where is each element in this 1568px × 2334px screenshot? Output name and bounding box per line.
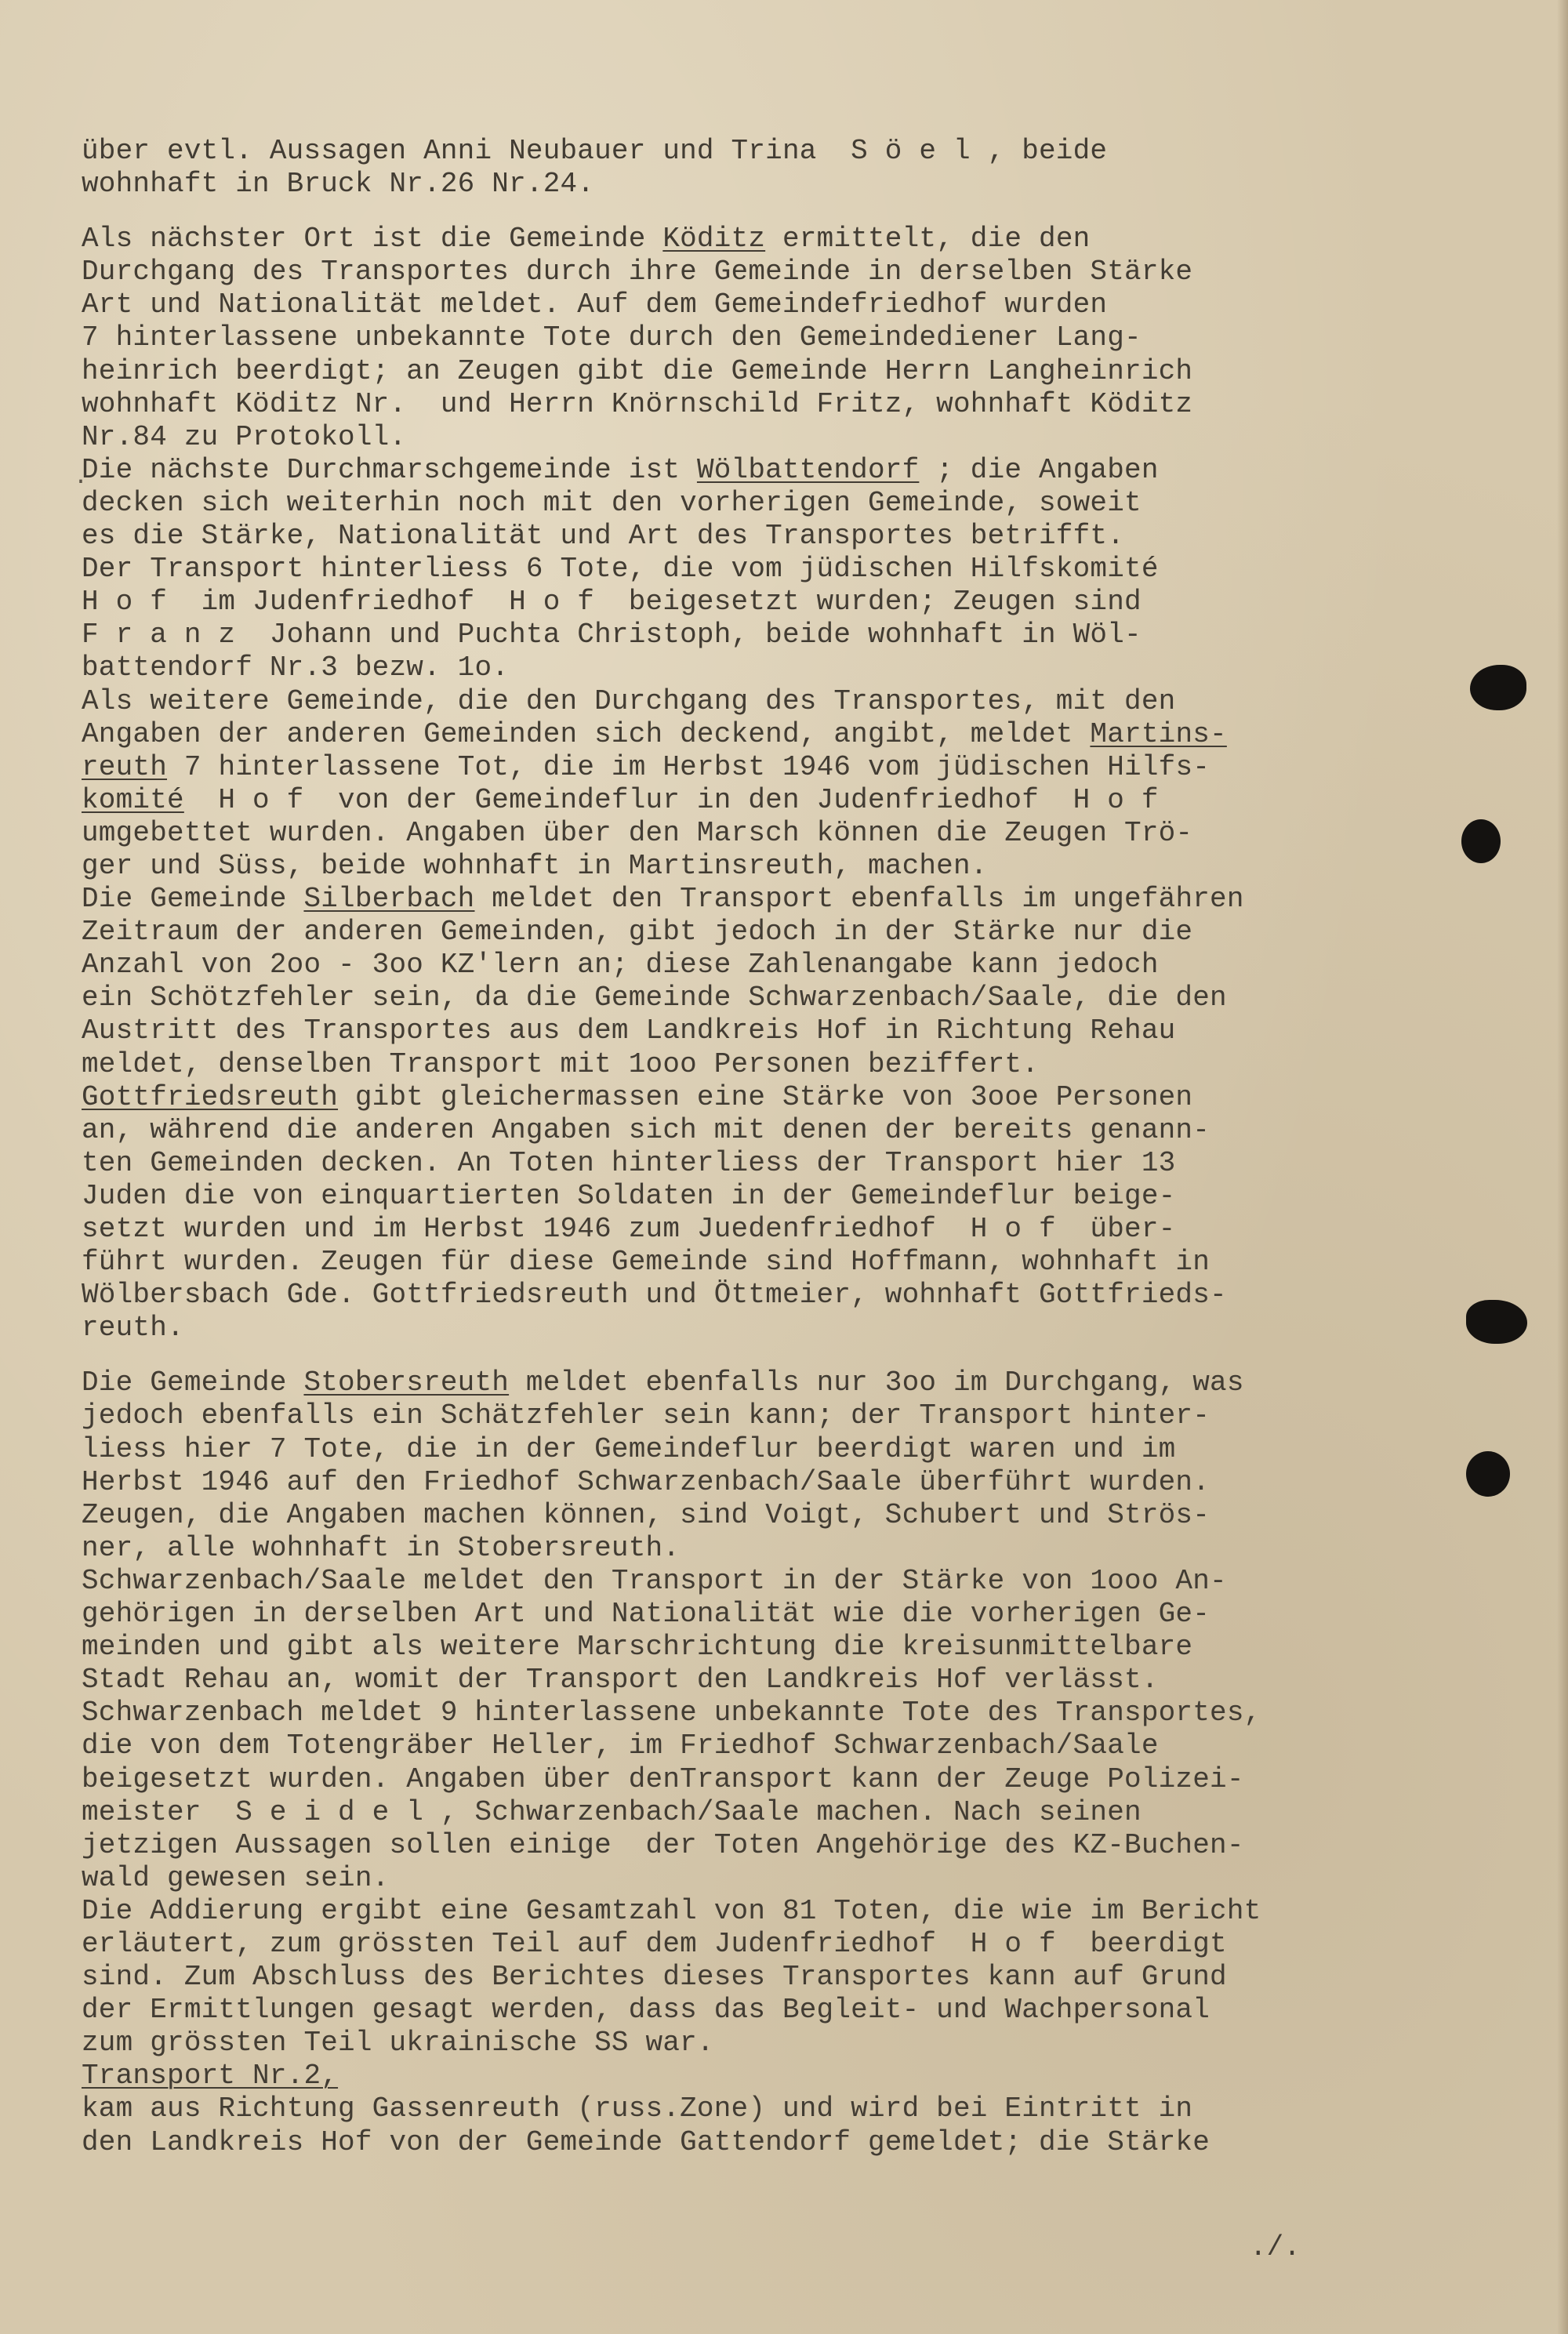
text-line xyxy=(82,1763,1493,1796)
underlined-place-name: Transport Nr.2, xyxy=(82,2060,339,2093)
text-line xyxy=(82,652,1493,684)
text-segment: Als weitere Gemeinde, die den Durchgang des Transportes, mit den xyxy=(82,684,1176,717)
text-line xyxy=(82,1367,1493,1399)
text-line xyxy=(82,1532,1493,1565)
text-segment: Nr.84 zu Protokoll. xyxy=(82,420,407,453)
text-segment: Zeugen, die Angaben machen können, sind Voigt, Schubert und Strös- xyxy=(82,1498,1210,1531)
text-segment: zum grössten Teil ukrainische SS war. xyxy=(82,2027,714,2060)
text-segment: jedoch ebenfalls ein Schätzfehler sein kann; der Transport hinter- xyxy=(82,1399,1210,1432)
text-line xyxy=(82,1961,1493,1994)
text-line xyxy=(82,784,1493,817)
text-line xyxy=(82,1246,1493,1279)
underlined-place-name: Silberbach xyxy=(303,883,475,916)
text-line xyxy=(82,1114,1493,1147)
text-segment: umgebettet wurden. Angaben über den Marsch können die Zeugen Trö- xyxy=(82,816,1193,849)
text-segment: Angaben der anderen Gemeinden sich deckend, angibt, meldet xyxy=(82,717,1091,750)
text-line xyxy=(82,553,1493,586)
text-line xyxy=(82,1279,1493,1312)
underlined-place-name: komité xyxy=(82,783,184,816)
underlined-place-name: Wölbattendorf xyxy=(696,453,920,486)
text-line xyxy=(82,1312,1493,1345)
text-line xyxy=(82,1862,1493,1895)
text-line xyxy=(82,850,1493,883)
text-line xyxy=(82,751,1493,784)
text-segment: ein Schötzfehler sein, da die Gemeinde Schwarzenbach/Saale, die den xyxy=(82,982,1227,1015)
text-line xyxy=(82,586,1493,619)
text-line xyxy=(82,817,1493,850)
text-line xyxy=(82,1730,1493,1762)
text-segment: sind. Zum Abschluss des Berichtes dieses Transportes kann auf Grund xyxy=(82,1961,1227,1994)
text-segment: wald gewesen sein. xyxy=(82,1861,390,1894)
text-segment: ermittelt, die den xyxy=(765,223,1091,256)
text-line xyxy=(82,1147,1493,1180)
text-segment: Als nächster Ort ist die Gemeinde xyxy=(82,223,663,256)
text-segment: Anzahl von 2oo - 3oo KZ'lern an; diese Zahlenangabe kann jedoch xyxy=(82,949,1159,982)
text-segment: Stadt Rehau an, womit der Transport den Landkreis Hof verlässt. xyxy=(82,1664,1159,1697)
text-line xyxy=(82,1399,1493,1432)
text-segment: 7 hinterlassene unbekannte Tote durch den Gemeindediener Lang- xyxy=(82,321,1142,354)
text-segment: über evtl. Aussagen Anni Neubauer und Trina S ö e l , beide xyxy=(82,135,1108,167)
text-line xyxy=(82,1928,1493,1961)
text-segment: Austritt des Transportes aus dem Landkreis Hof in Richtung Rehau xyxy=(82,1015,1176,1047)
text-segment: Die Gemeinde xyxy=(82,883,304,916)
text-segment: wohnhaft in Bruck Nr.26 Nr.24. xyxy=(82,168,595,201)
text-line xyxy=(82,1598,1493,1631)
text-line xyxy=(82,1081,1493,1114)
text-segment: decken sich weiterhin noch mit den vorherigen Gemeinde, soweit xyxy=(82,486,1142,519)
text-line xyxy=(82,1895,1493,1928)
text-segment: jetzigen Aussagen sollen einige der Toten Angehörige des KZ-Buchen- xyxy=(82,1828,1244,1861)
text-line xyxy=(82,321,1493,354)
text-line xyxy=(82,1664,1493,1697)
margin-mark: · xyxy=(74,469,89,495)
text-segment: reuth. xyxy=(82,1312,184,1345)
underlined-place-name: Stobersreuth xyxy=(303,1367,510,1399)
text-segment: meldet den Transport ebenfalls im ungefähren xyxy=(474,883,1244,916)
text-line xyxy=(82,1994,1493,2027)
text-line xyxy=(82,1048,1493,1081)
text-segment: gibt gleichermassen eine Stärke von 3ooe Personen xyxy=(338,1080,1193,1113)
underlined-place-name: Gottfriedsreuth xyxy=(82,1080,339,1113)
text-segment: erläutert, zum grössten Teil auf dem Judenfriedhof H o f beerdigt xyxy=(82,1927,1227,1960)
text-segment: F r a n z Johann und Puchta Christoph, beide wohnhaft in Wöl- xyxy=(82,619,1142,652)
text-segment: Die Gemeinde xyxy=(82,1367,304,1399)
text-line xyxy=(82,685,1493,718)
text-segment: ; die Angaben xyxy=(919,453,1159,486)
text-segment: Die nächste Durchmarschgemeinde ist xyxy=(82,453,697,486)
text-line xyxy=(82,2060,1493,2093)
text-line xyxy=(82,2027,1493,2060)
text-segment: Herbst 1946 auf den Friedhof Schwarzenbach/Saale überführt wurden. xyxy=(82,1465,1210,1498)
text-segment: H o f im Judenfriedhof H o f beigesetzt wurden; Zeugen sind xyxy=(82,586,1142,619)
text-segment: ten Gemeinden decken. An Toten hinterliess der Transport hier 13 xyxy=(82,1146,1176,1179)
text-line xyxy=(82,1697,1493,1730)
text-segment: Art und Nationalität meldet. Auf dem Gemeindefriedhof wurden xyxy=(82,289,1108,321)
text-segment: Schwarzenbach/Saale meldet den Transport in der Stärke von 1ooo An- xyxy=(82,1564,1227,1597)
text-line xyxy=(82,223,1493,256)
text-segment: Juden die von einquartierten Soldaten in der Gemeindeflur beige- xyxy=(82,1179,1176,1212)
underlined-place-name: Köditz xyxy=(662,223,766,256)
text-line xyxy=(82,1631,1493,1664)
text-segment: battendorf Nr.3 bezw. 1o. xyxy=(82,652,510,684)
text-segment: ger und Süss, beide wohnhaft in Martinsreuth, machen. xyxy=(82,849,988,882)
text-segment: Zeitraum der anderen Gemeinden, gibt jedoch in der Stärke nur die xyxy=(82,916,1193,949)
text-segment: meldet, denselben Transport mit 1ooo Personen beziffert. xyxy=(82,1047,1039,1080)
text-segment: den Landkreis Hof von der Gemeinde Gattendorf gemeldet; die Stärke xyxy=(82,2125,1210,2158)
text-segment: kam aus Richtung Gassenreuth (russ.Zone) und wird bei Eintritt in xyxy=(82,2093,1193,2125)
paragraph-gap xyxy=(82,201,1493,223)
typewritten-text xyxy=(82,135,1493,2159)
page-continuation-mark: ./. xyxy=(1250,2231,1301,2263)
text-segment: die von dem Totengräber Heller, im Friedhof Schwarzenbach/Saale xyxy=(82,1730,1159,1762)
text-line xyxy=(82,487,1493,520)
text-segment: 7 hinterlassene Tot, die im Herbst 1946 vom jüdischen Hilfs- xyxy=(167,750,1210,783)
text-segment: es die Stärke, Nationalität und Art des Transportes betrifft. xyxy=(82,520,1125,553)
text-line xyxy=(82,135,1493,168)
text-line xyxy=(82,1015,1493,1047)
text-segment: beigesetzt wurden. Angaben über denTransport kann der Zeuge Polizei- xyxy=(82,1762,1244,1795)
text-segment: gehörigen in derselben Art und Nationalität wie die vorherigen Ge- xyxy=(82,1598,1210,1631)
text-segment: meister S e i d e l , Schwarzenbach/Saale machen. Nach seinen xyxy=(82,1795,1142,1828)
text-segment: heinrich beerdigt; an Zeugen gibt die Gemeinde Herrn Langheinrich xyxy=(82,354,1193,387)
text-line xyxy=(82,289,1493,321)
text-segment: Durchgang des Transportes durch ihre Gemeinde in derselben Stärke xyxy=(82,256,1193,289)
text-segment: H o f von der Gemeindeflur in den Judenfriedhof H o f xyxy=(183,783,1159,816)
text-segment: wohnhaft Köditz Nr. und Herrn Knörnschild Fritz, wohnhaft Köditz xyxy=(82,387,1193,420)
text-line xyxy=(82,256,1493,289)
text-segment: setzt wurden und im Herbst 1946 zum Juedenfriedhof H o f über- xyxy=(82,1213,1176,1245)
text-segment: der Ermittlungen gesagt werden, dass das Begleit- und Wachpersonal xyxy=(82,1994,1210,2027)
page-edge-shadow xyxy=(1557,0,1568,2334)
text-segment: meldet ebenfalls nur 3oo im Durchgang, was xyxy=(509,1367,1244,1399)
text-segment: ner, alle wohnhaft in Stobersreuth. xyxy=(82,1531,681,1564)
text-line xyxy=(82,1499,1493,1532)
text-segment: Wölbersbach Gde. Gottfriedsreuth und Öttmeier, wohnhaft Gottfrieds- xyxy=(82,1279,1227,1312)
text-line xyxy=(82,168,1493,201)
text-line xyxy=(82,355,1493,388)
text-line xyxy=(82,2093,1493,2125)
text-segment: Der Transport hinterliess 6 Tote, die vom jüdischen Hilfskomité xyxy=(82,553,1159,586)
text-line xyxy=(82,2126,1493,2159)
text-line xyxy=(82,982,1493,1015)
text-line xyxy=(82,1466,1493,1499)
text-line xyxy=(82,1796,1493,1829)
text-segment: Die Addierung ergibt eine Gesamtzahl von 81 Toten, die wie im Bericht xyxy=(82,1894,1261,1927)
text-segment: an, während die anderen Angaben sich mit denen der bereits genann- xyxy=(82,1113,1210,1146)
text-line xyxy=(82,949,1493,982)
text-line xyxy=(82,1565,1493,1598)
paragraph-gap xyxy=(82,1345,1493,1367)
text-line xyxy=(82,520,1493,553)
text-segment: führt wurden. Zeugen für diese Gemeinde sind Hoffmann, wohnhaft in xyxy=(82,1246,1210,1279)
text-segment: Schwarzenbach meldet 9 hinterlassene unbekannte Tote des Transportes, xyxy=(82,1697,1261,1730)
text-segment: meinden und gibt als weitere Marschrichtung die kreisunmittelbare xyxy=(82,1631,1193,1664)
text-line xyxy=(82,718,1493,751)
text-line xyxy=(82,916,1493,949)
text-line xyxy=(82,1180,1493,1213)
text-line xyxy=(82,388,1493,421)
text-segment: liess hier 7 Tote, die in der Gemeindeflur beerdigt waren und im xyxy=(82,1432,1176,1465)
text-line xyxy=(82,1829,1493,1862)
text-line xyxy=(82,619,1493,652)
text-line xyxy=(82,454,1493,487)
underlined-place-name: reuth xyxy=(82,750,168,783)
text-line xyxy=(82,421,1493,454)
text-line xyxy=(82,1433,1493,1466)
underlined-place-name: Martins- xyxy=(1090,717,1227,750)
text-line xyxy=(82,1213,1493,1246)
text-line xyxy=(82,883,1493,916)
